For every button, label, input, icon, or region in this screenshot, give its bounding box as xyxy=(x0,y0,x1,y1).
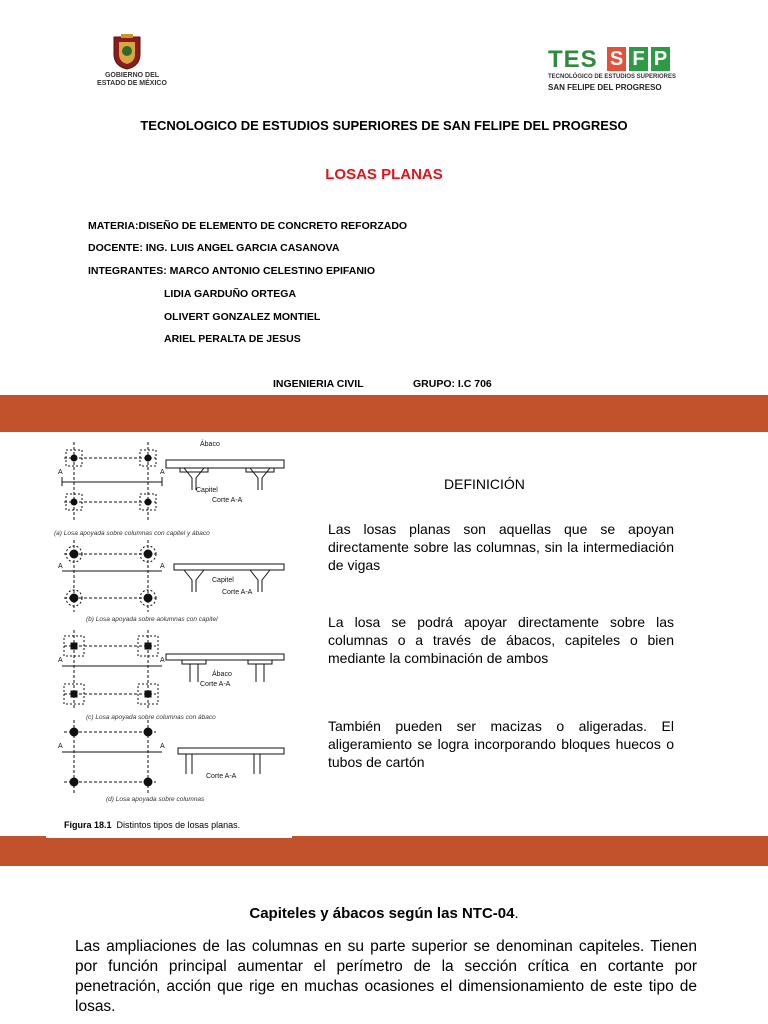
institution-title: TECNOLOGICO DE ESTUDIOS SUPERIORES DE SAN FELIPE DEL PROGRESO xyxy=(140,118,628,133)
slab-diagram xyxy=(46,432,292,838)
figure-title: Figura 18.1 Distintos tipos de losas planas. xyxy=(64,820,241,830)
member-name: OLIVERT GONZALEZ MONTIEL xyxy=(164,311,321,323)
crest-icon xyxy=(110,34,144,70)
definition-paragraph: La losa se podrá apoyar directamente sobre las columnas o a través de ábacos, capiteles o bien mediante la combinación de ambos xyxy=(328,614,674,666)
gov-logo-text: GOBIERNO DEL ESTADO DE MÉXICO xyxy=(97,72,167,87)
section-marker: A xyxy=(58,657,63,664)
career-label: INGENIERIA CIVIL xyxy=(273,378,364,390)
gov-logo xyxy=(84,34,180,92)
definition-paragraph: Las losas planas son aquellas que se apoyan directamente sobre las columnas, sin la intermediación de vigas xyxy=(328,521,674,573)
definition-heading: DEFINICIÓN xyxy=(444,476,525,492)
sfp-letter-p: P xyxy=(651,47,670,71)
subject-line: MATERIA:DISEÑO DE ELEMENTO DE CONCRETO REFORZADO xyxy=(88,220,408,232)
divider-band xyxy=(0,395,768,432)
figure-label: Capitel xyxy=(196,487,218,494)
section-marker: A xyxy=(58,469,63,476)
divider-band xyxy=(0,836,768,866)
group-label: GRUPO: I.C 706 xyxy=(413,378,492,390)
figure-caption: (a) Losa apoyada sobre columnas con capitel y ábaco xyxy=(54,530,210,537)
figure-label: Ábaco xyxy=(200,441,220,448)
section-marker: A xyxy=(160,563,165,570)
section-heading: Capiteles y ábacos según las NTC-04. xyxy=(249,905,519,922)
member-name: LIDIA GARDUÑO ORTEGA xyxy=(164,288,297,300)
figure-label: Corte A-A xyxy=(222,589,253,596)
members-line: INTEGRANTES: MARCO ANTONIO CELESTINO EPIFANIO xyxy=(88,265,376,277)
figure-caption: (d) Losa apoyada sobre columnas xyxy=(106,796,205,803)
section-marker: A xyxy=(160,743,165,750)
section-marker: A xyxy=(160,657,165,664)
figure-label: Corte A-A xyxy=(212,497,243,504)
sfp-letter-s: S xyxy=(607,47,626,71)
figure-label: Corte A-A xyxy=(200,681,231,688)
tes-logo-letters: TES xyxy=(548,46,598,73)
section-body: Las ampliaciones de las columnas en su parte superior se denominan capiteles. Tienen por función principal aumentar el perímetro de la sección crítica en cortante por penetración, acción que rige en muchas ocasiones el dimensionamiento de este tipo de losas. xyxy=(75,938,697,1015)
member-name: ARIEL PERALTA DE JESUS xyxy=(164,333,301,345)
section-marker: A xyxy=(160,469,165,476)
figure-caption: (c) Losa apoyada sobre columnas con ábaco xyxy=(86,714,216,721)
figure-label: Capitel xyxy=(212,577,234,584)
tes-logo-subtitle: TECNOLÓGICO DE ESTUDIOS SUPERIORES xyxy=(548,74,677,80)
tes-logo-campus: SAN FELIPE DEL PROGRESO xyxy=(548,83,662,92)
figure-caption: (b) Losa apoyada sobre aolumnas con capitel xyxy=(86,616,218,623)
figure-label: Corte A-A xyxy=(206,773,237,780)
definition-paragraph: También pueden ser macizas o aligeradas. El aligeramiento se logra incorporando bloques huecos o tubos de cartón xyxy=(328,718,674,770)
tessfp-logo xyxy=(548,46,688,96)
page-title: LOSAS PLANAS xyxy=(325,166,443,183)
teacher-line: DOCENTE: ING. LUIS ANGEL GARCIA CASANOVA xyxy=(88,242,340,254)
section-marker: A xyxy=(58,743,63,750)
section-marker: A xyxy=(58,563,63,570)
slab-types-figure xyxy=(46,432,292,838)
figure-label: Ábaco xyxy=(212,671,232,678)
sfp-letter-f: F xyxy=(629,47,648,71)
